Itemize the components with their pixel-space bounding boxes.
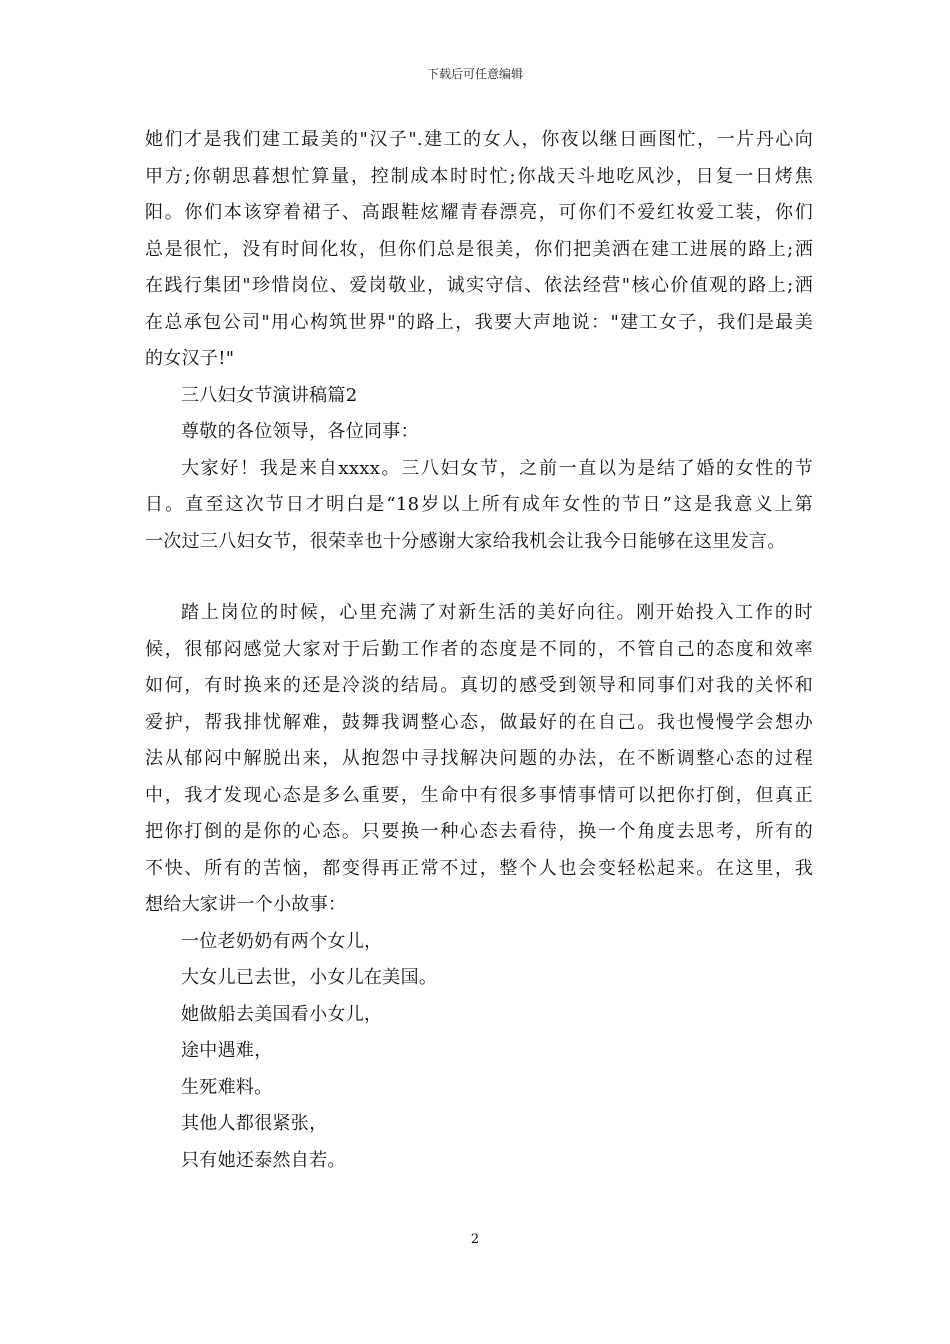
- text-line: 不快、所有的苦恼，都变得再正常不过，整个人也会变轻松起来。在这里，我: [145, 857, 813, 879]
- text-line: 中，我才发现心态是多么重要，生命中有很多事情事情可以把你打倒，但真正: [145, 784, 813, 806]
- text-line: 她们才是我们建工最美的"汉子".建工的女人，你夜以继日画图忙，一片丹心向: [145, 129, 813, 150]
- story-line: 大女儿已去世，小女儿在美国。: [181, 967, 438, 988]
- text-line: 法从郁闷中解脱出来，从抱怨中寻找解决问题的办法，在不断调整心态的过程: [145, 748, 813, 769]
- story-line: 途中遇难，: [181, 1040, 273, 1061]
- page-header: 下载后可任意编辑: [426, 67, 523, 81]
- text-line: 甲方;你朝思暮想忙算量，控制成本时时忙;你战天斗地吃风沙，日复一日烤焦: [145, 165, 813, 187]
- text-line: 如何，有时换来的还是冷淡的结局。真切的感受到领导和同事们对我的关怀和: [145, 675, 813, 696]
- text-line: 候，很郁闷感觉大家对于后勤工作者的态度是不同的，不管自己的态度和效率: [145, 638, 813, 660]
- story-line: 其他人都很紧张，: [181, 1113, 328, 1134]
- text-line: 在总承包公司"用心构筑世界"的路上，我要大声地说："建工女子，我们是最美: [145, 311, 813, 333]
- text-line: 日。直至这次节日才明白是“18岁以上所有成年女性的节日”这是我意义上第: [145, 494, 813, 515]
- text-line: 把你打倒的是你的心态。只要换一种心态去看待，换一个角度去思考，所有的: [145, 821, 813, 842]
- paragraph-spacer: [145, 560, 813, 595]
- story-lines: [145, 924, 813, 1180]
- text-line: 大家好！我是来自xxxx。三八妇女节，之前一直以为是结了婚的女性的节: [181, 457, 813, 479]
- story-line: 她做船去美国看小女儿，: [181, 1003, 383, 1025]
- section-heading: 三八妇女节演讲稿篇2: [181, 384, 358, 406]
- text-line: 爱护，帮我排忧解难，鼓舞我调整心态，做最好的在自己。我也慢慢学会想办: [145, 711, 813, 733]
- story-line: 生死难料。: [181, 1076, 273, 1098]
- document-body: [145, 122, 813, 1179]
- text-line: 的女汉子!": [145, 348, 235, 369]
- text-line: 总是很忙，没有时间化妆，但你们总是很美，你们把美洒在建工进展的路上;洒: [145, 238, 813, 260]
- paragraph-body: [145, 595, 813, 924]
- text-line: 在践行集团"珍惜岗位、爱岗敬业，诚实守信、依法经营"核心价值观的路上;洒: [145, 275, 813, 296]
- page-number: 2: [470, 1232, 480, 1247]
- story-line: 只有她还泰然自若。: [181, 1149, 346, 1171]
- story-line: 一位老奶奶有两个女儿，: [181, 930, 383, 952]
- paragraph-greeting: [145, 451, 813, 561]
- text-line: 阳。你们本该穿着裙子、高跟鞋炫耀青春漂亮，可你们不爱红妆爱工装，你们: [145, 202, 813, 223]
- text-line: 想给大家讲一个小故事：: [145, 894, 347, 915]
- text-line: 踏上岗位的时候，心里充满了对新生活的美好向往。刚开始投入工作的时: [181, 602, 813, 623]
- text-line: 一次过三八妇女节，很荣幸也十分感谢大家给我机会让我今日能够在这里发言。: [145, 530, 786, 552]
- paragraph-1: [145, 122, 813, 378]
- salutation: 尊敬的各位领导，各位同事：: [181, 421, 419, 442]
